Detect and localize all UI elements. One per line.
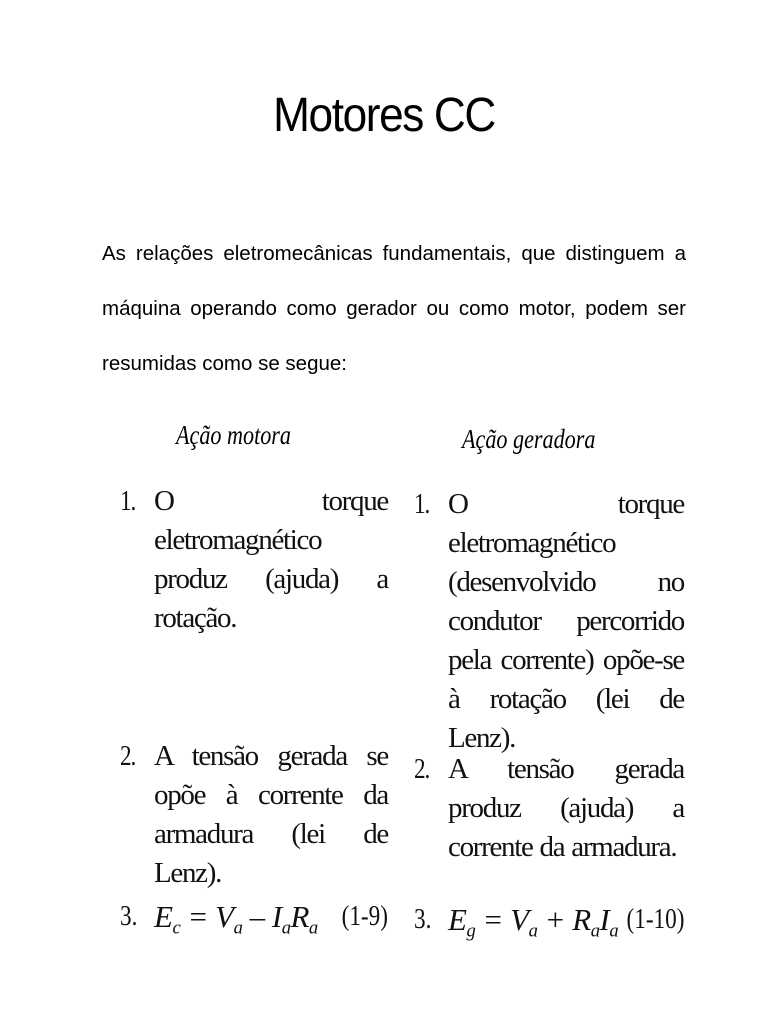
motor-column <box>120 482 388 962</box>
intro-paragraph: As relações eletromecânicas fundamentais, que distinguem a máquina operando como gerador ou como motor, podem ser resumidas como se segue: <box>102 242 686 375</box>
motor-item-2-number: 2. <box>120 740 136 772</box>
generator-item-2-text: A tensão gerada produz (ajuda) a corrente da armadura. <box>448 753 684 863</box>
slide-title: Motores CC <box>273 89 495 142</box>
generator-column <box>414 485 684 965</box>
motor-eq-number: 3. <box>120 900 138 932</box>
motor-item-1-number: 1. <box>120 485 136 517</box>
generator-item-2-number: 2. <box>414 753 430 785</box>
generator-equation: $E_g = V_a + R_aI_a$ <box>448 902 619 942</box>
motor-heading: Ação motora <box>176 420 291 450</box>
motor-item-1-text: O torque eletromagnético produz (ajuda) a rotação. <box>154 485 388 634</box>
generator-eq-number: 3. <box>414 903 432 935</box>
motor-item-2-text: A tensão gerada se opõe à corrente da armadura (lei de Lenz). <box>154 740 388 889</box>
generator-eq-label: (1-10) <box>626 903 684 935</box>
motor-equation: $E_c = V_a - I_aR_a$ <box>154 899 318 939</box>
generator-item-1-number: 1. <box>414 488 430 520</box>
motor-eq-label: (1-9) <box>341 900 388 932</box>
generator-heading: Ação geradora <box>462 424 596 454</box>
generator-item-1-text: O torque eletromagnético (desenvolvido no condutor percorrido pela corrente) opõe-se à rotação (lei de Lenz). <box>448 488 684 754</box>
